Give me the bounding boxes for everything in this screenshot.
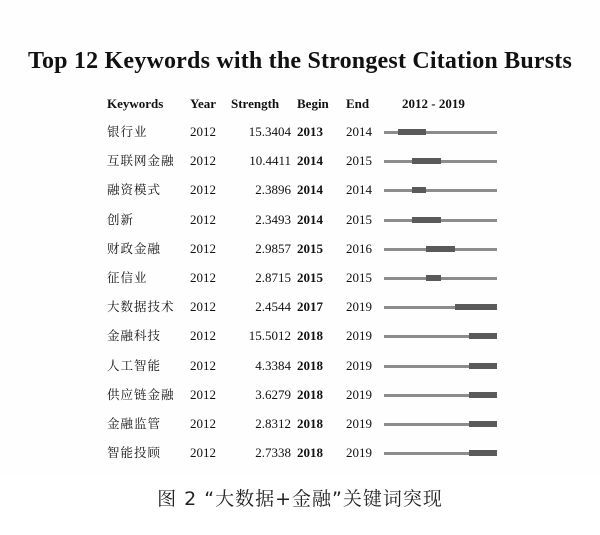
- burst-segment: [469, 421, 497, 427]
- year-cell: 2012: [190, 270, 216, 285]
- begin-cell: 2014: [297, 182, 323, 198]
- table-row: [0, 322, 600, 350]
- table-row: [0, 410, 600, 438]
- keyword-cell: 大数据技术: [107, 299, 175, 315]
- keyword-cell: 征信业: [107, 270, 148, 285]
- keyword-cell: 互联网金融: [107, 153, 175, 169]
- end-cell: 2019: [346, 357, 372, 373]
- year-cell: 2012: [190, 357, 216, 373]
- year-cell: 2012: [190, 211, 216, 227]
- end-cell: 2019: [346, 328, 372, 344]
- end-cell: 2019: [346, 416, 372, 431]
- burst-segment: [412, 217, 440, 223]
- keyword-cell: 人工智能: [107, 357, 162, 373]
- burst-segment: [455, 304, 497, 310]
- table-row: [0, 235, 600, 263]
- keyword-cell: 金融监管: [107, 416, 162, 431]
- header-year: Year: [190, 96, 216, 111]
- begin-cell: 2018: [297, 357, 323, 373]
- begin-cell: 2018: [297, 416, 323, 431]
- table-row: [0, 176, 600, 204]
- end-cell: 2014: [346, 182, 372, 198]
- header-begin: Begin: [297, 96, 329, 111]
- keyword-cell: 金融科技: [107, 328, 162, 344]
- begin-cell: 2014: [297, 153, 323, 169]
- table-row: [0, 118, 600, 146]
- burst-segment: [426, 275, 440, 281]
- timeline-bar: [384, 277, 497, 280]
- keyword-cell: 财政金融: [107, 240, 162, 256]
- burst-segment: [469, 450, 497, 456]
- timeline-bar: [384, 189, 497, 192]
- end-cell: 2019: [346, 386, 372, 402]
- header-strength: Strength: [231, 96, 280, 111]
- end-cell: 2015: [346, 153, 372, 169]
- year-cell: 2012: [190, 240, 216, 256]
- strength-cell: 10.4411: [249, 153, 291, 169]
- strength-cell: 2.9857: [255, 240, 291, 256]
- header-end: End: [346, 96, 370, 111]
- year-cell: 2012: [190, 416, 216, 431]
- table-row: [0, 352, 600, 380]
- begin-cell: 2015: [297, 240, 323, 256]
- figure-caption: 图 2 “大数据+金融”关键词突现: [157, 488, 443, 510]
- year-cell: 2012: [190, 124, 216, 139]
- burst-segment: [469, 392, 497, 398]
- year-cell: 2012: [190, 386, 216, 402]
- end-cell: 2019: [346, 445, 372, 461]
- end-cell: 2015: [346, 211, 372, 227]
- burst-segment: [426, 246, 454, 252]
- chart-title: Top 12 Keywords with the Strongest Citation Bursts: [27, 48, 573, 74]
- timeline-bar: [384, 219, 497, 222]
- strength-cell: 2.8312: [255, 416, 291, 431]
- year-cell: 2012: [190, 182, 216, 198]
- strength-cell: 2.3896: [255, 182, 291, 198]
- keyword-cell: 创新: [107, 211, 135, 227]
- begin-cell: 2014: [297, 211, 323, 227]
- year-cell: 2012: [190, 445, 216, 461]
- header-range: 2012 - 2019: [402, 96, 465, 111]
- begin-cell: 2018: [297, 386, 323, 402]
- end-cell: 2015: [346, 270, 372, 285]
- table-row: [0, 381, 600, 409]
- table-row: [0, 293, 600, 321]
- strength-cell: 2.3493: [255, 211, 291, 227]
- keyword-cell: 供应链金融: [107, 386, 175, 402]
- end-cell: 2019: [346, 299, 372, 315]
- begin-cell: 2013: [297, 124, 323, 139]
- table-row: [0, 147, 600, 175]
- begin-cell: 2018: [297, 445, 323, 461]
- burst-segment: [469, 363, 497, 369]
- keyword-cell: 银行业: [107, 124, 148, 139]
- strength-cell: 15.5012: [248, 328, 291, 344]
- header-keywords: Keywords: [107, 96, 164, 111]
- strength-cell: 2.4544: [255, 299, 291, 315]
- timeline-bar: [384, 160, 497, 163]
- end-cell: 2016: [346, 240, 372, 256]
- year-cell: 2012: [190, 328, 216, 344]
- strength-cell: 2.7338: [255, 445, 291, 461]
- strength-cell: 4.3384: [255, 357, 291, 373]
- burst-segment: [412, 158, 440, 164]
- begin-cell: 2017: [297, 299, 323, 315]
- keyword-cell: 智能投顾: [107, 445, 162, 461]
- year-cell: 2012: [190, 153, 216, 169]
- begin-cell: 2015: [297, 270, 323, 285]
- table-row: [0, 264, 600, 292]
- end-cell: 2014: [346, 124, 372, 139]
- keyword-cell: 融资模式: [107, 182, 162, 198]
- burst-segment: [469, 333, 497, 339]
- strength-cell: 2.8715: [255, 270, 291, 285]
- table-row: [0, 206, 600, 234]
- table-row: [0, 439, 600, 467]
- begin-cell: 2018: [297, 328, 323, 344]
- strength-cell: 15.3404: [248, 124, 291, 139]
- burst-segment: [398, 129, 426, 135]
- year-cell: 2012: [190, 299, 216, 315]
- burst-segment: [412, 187, 426, 193]
- strength-cell: 3.6279: [255, 386, 291, 402]
